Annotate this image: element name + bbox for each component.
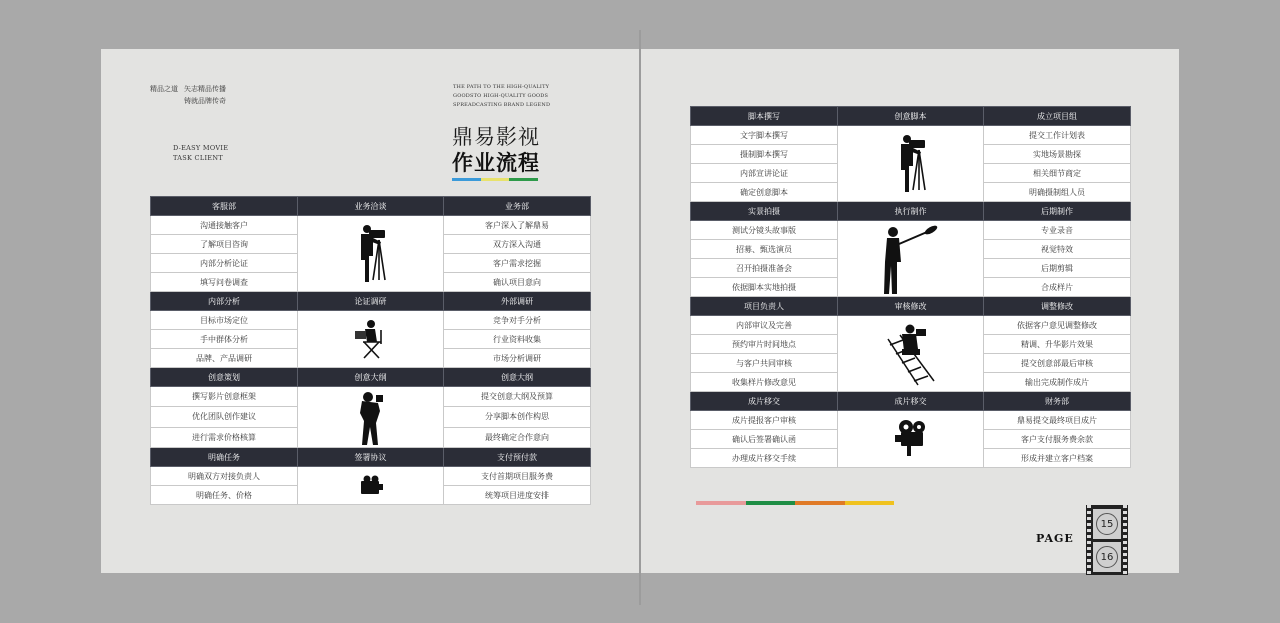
figure-cell	[838, 411, 984, 468]
cameraman-tripod-icon	[838, 132, 983, 196]
step-item-right: 客户支付服务费余款	[984, 430, 1131, 449]
step-item-left: 成片提报客户审核	[691, 411, 838, 430]
film-strip-page-number	[1086, 505, 1128, 575]
left-page	[101, 49, 639, 573]
tagline-line3: SPREADCASTING BRAND LEGEND	[453, 102, 551, 108]
section-header-cell: 内部分析	[151, 292, 298, 311]
step-item-right: 精调、升华影片效果	[984, 335, 1131, 354]
step-item-left: 与客户共同审核	[691, 354, 838, 373]
strip-seg	[746, 501, 796, 505]
step-item-right: 最终确定合作意向	[444, 427, 591, 447]
step-item-left: 填写问卷调查	[151, 273, 298, 292]
table-row	[151, 467, 591, 486]
step-item-right: 鼎易提交最终项目成片	[984, 411, 1131, 430]
section-header-cell: 后期制作	[984, 202, 1131, 221]
step-item-left: 内部宣讲论证	[691, 164, 838, 183]
section-header-row	[691, 392, 1131, 411]
workflow-table-left	[150, 196, 591, 505]
section-header-row	[151, 368, 591, 387]
step-item-right: 提交工作计划表	[984, 126, 1131, 145]
step-item-left: 进行需求价格核算	[151, 427, 298, 447]
step-item-left: 摄制脚本撰写	[691, 145, 838, 164]
step-item-left: 确认后签署确认函	[691, 430, 838, 449]
section-header-cell: 项目负责人	[691, 297, 838, 316]
page-title-brand: 鼎易影视	[452, 125, 540, 149]
photographer-icon	[298, 387, 443, 447]
right-page	[641, 49, 1179, 573]
step-item-left: 明确任务、价格	[151, 486, 298, 505]
table-row	[691, 126, 1131, 145]
title-bar-seg	[509, 178, 538, 181]
section-header-row	[691, 297, 1131, 316]
step-item-left: 沟通接触客户	[151, 216, 298, 235]
step-item-right: 客户需求挖掘	[444, 254, 591, 273]
section-header-cell: 论证调研	[298, 292, 444, 311]
section-header-cell: 调整修改	[984, 297, 1131, 316]
step-item-left: 明确双方对接负责人	[151, 467, 298, 486]
section-header-cell: 签署协议	[298, 448, 444, 467]
cameraman-tripod-icon	[298, 222, 443, 286]
step-item-left: 内部分析论证	[151, 254, 298, 273]
film-holes	[1087, 505, 1091, 575]
step-item-left: 了解项目咨询	[151, 235, 298, 254]
strip-seg	[795, 501, 845, 505]
brand-en	[173, 143, 228, 163]
film-camera-icon	[838, 418, 983, 460]
step-item-right: 提交创意部最后审核	[984, 354, 1131, 373]
brand-en-line1: D-EASY MOVIE	[173, 144, 229, 152]
section-header-cell: 财务部	[984, 392, 1131, 411]
table-row	[151, 387, 591, 407]
section-header-cell: 创意策划	[151, 368, 298, 387]
step-item-right: 合成样片	[984, 278, 1131, 297]
step-item-right: 支付首期项目服务费	[444, 467, 591, 486]
step-item-right: 统筹项目进度安排	[444, 486, 591, 505]
step-item-left: 目标市场定位	[151, 311, 298, 330]
section-header-cell: 创意大纲	[298, 368, 444, 387]
section-header-cell: 客服部	[151, 197, 298, 216]
title-bar-seg	[452, 178, 481, 181]
step-item-right: 客户深入了解鼎易	[444, 216, 591, 235]
step-item-right: 相关细节商定	[984, 164, 1131, 183]
section-header-row	[691, 202, 1131, 221]
step-item-right: 市场分析调研	[444, 349, 591, 368]
dolly-track-icon	[838, 321, 983, 387]
tagline-line2: GOODSTO HIGH-QUALITY GOODS	[453, 93, 549, 99]
step-item-right: 提交创意大纲及预算	[444, 387, 591, 407]
step-item-left: 手中群体分析	[151, 330, 298, 349]
step-item-right: 明确摄制组人员	[984, 183, 1131, 202]
tagline-en	[453, 83, 550, 110]
step-item-left: 办理成片移交手续	[691, 449, 838, 468]
figure-cell	[298, 387, 444, 448]
section-header-cell: 创意大纲	[444, 368, 591, 387]
step-item-left: 收集样片修改意见	[691, 373, 838, 392]
step-item-left: 文字脚本撰写	[691, 126, 838, 145]
color-strip	[696, 501, 894, 505]
section-header-cell: 外部调研	[444, 292, 591, 311]
film-frame	[1093, 542, 1121, 572]
section-header-cell: 支付预付款	[444, 448, 591, 467]
brand-en-line2: TASK CLIENT	[173, 154, 223, 162]
strip-seg	[696, 501, 746, 505]
step-item-left: 预约审片时间地点	[691, 335, 838, 354]
step-item-right: 视觉特效	[984, 240, 1131, 259]
figure-cell	[298, 216, 444, 292]
boom-operator-icon	[838, 222, 983, 296]
step-item-right: 竞争对手分析	[444, 311, 591, 330]
step-item-right: 后期剪辑	[984, 259, 1131, 278]
section-header-row	[151, 197, 591, 216]
page-label: PAGE	[1036, 532, 1074, 545]
slogan-line1: 精品之道	[150, 85, 178, 93]
slogan-line2: 矢志精品传播	[184, 85, 226, 93]
step-item-right: 专业录音	[984, 221, 1131, 240]
step-item-left: 依据脚本实地拍摄	[691, 278, 838, 297]
table-row	[691, 221, 1131, 240]
step-item-right: 行业资料收集	[444, 330, 591, 349]
section-header-cell: 成片移交	[691, 392, 838, 411]
figure-cell	[838, 316, 984, 392]
section-header-cell: 成片移交	[838, 392, 984, 411]
section-header-cell: 明确任务	[151, 448, 298, 467]
table-row	[151, 216, 591, 235]
page-title: 作业流程	[452, 151, 540, 175]
title-color-bar	[452, 178, 538, 181]
table-row	[691, 411, 1131, 430]
table-row	[691, 316, 1131, 335]
section-header-row	[151, 448, 591, 467]
section-header-cell: 审核修改	[838, 297, 984, 316]
step-item-right: 确认项目意向	[444, 273, 591, 292]
step-item-left: 测试分镜头故事版	[691, 221, 838, 240]
figure-cell	[298, 467, 444, 505]
camera-icon	[298, 475, 443, 497]
step-item-left: 确定创意脚本	[691, 183, 838, 202]
section-header-row	[151, 292, 591, 311]
section-header-cell: 脚本撰写	[691, 107, 838, 126]
workflow-table-right	[690, 106, 1131, 468]
strip-seg	[845, 501, 895, 505]
section-header-cell: 创意脚本	[838, 107, 984, 126]
director-chair-icon	[298, 318, 443, 360]
step-item-left: 优化团队创作建议	[151, 407, 298, 427]
section-header-cell: 执行制作	[838, 202, 984, 221]
section-header-cell: 业务部	[444, 197, 591, 216]
section-header-cell: 业务洽谈	[298, 197, 444, 216]
tagline-line1: THE PATH TO THE HIGH-QUALITY	[453, 84, 550, 90]
step-item-left: 撰写影片创意框架	[151, 387, 298, 407]
table-row	[151, 311, 591, 330]
figure-cell	[838, 221, 984, 297]
page-number: 16	[1096, 546, 1118, 568]
section-header-cell: 成立项目组	[984, 107, 1131, 126]
step-item-left: 召开拍摄准备会	[691, 259, 838, 278]
step-item-right: 依据客户意见调整修改	[984, 316, 1131, 335]
title-bar-seg	[481, 178, 510, 181]
step-item-right: 双方深入沟通	[444, 235, 591, 254]
figure-cell	[298, 311, 444, 368]
film-holes	[1123, 505, 1127, 575]
step-item-left: 品牌、产品调研	[151, 349, 298, 368]
step-item-right: 形成并建立客户档案	[984, 449, 1131, 468]
slogan-line3: 铸就品牌传奇	[184, 97, 226, 105]
film-frame	[1093, 509, 1121, 539]
step-item-right: 实地场景勘探	[984, 145, 1131, 164]
step-item-right: 输出完成制作成片	[984, 373, 1131, 392]
figure-cell	[838, 126, 984, 202]
section-header-row	[691, 107, 1131, 126]
section-header-cell: 实景拍摄	[691, 202, 838, 221]
step-item-right: 分享脚本创作构思	[444, 407, 591, 427]
step-item-left: 招募、甄选演员	[691, 240, 838, 259]
page-number: 15	[1096, 513, 1118, 535]
step-item-left: 内部审议及完善	[691, 316, 838, 335]
